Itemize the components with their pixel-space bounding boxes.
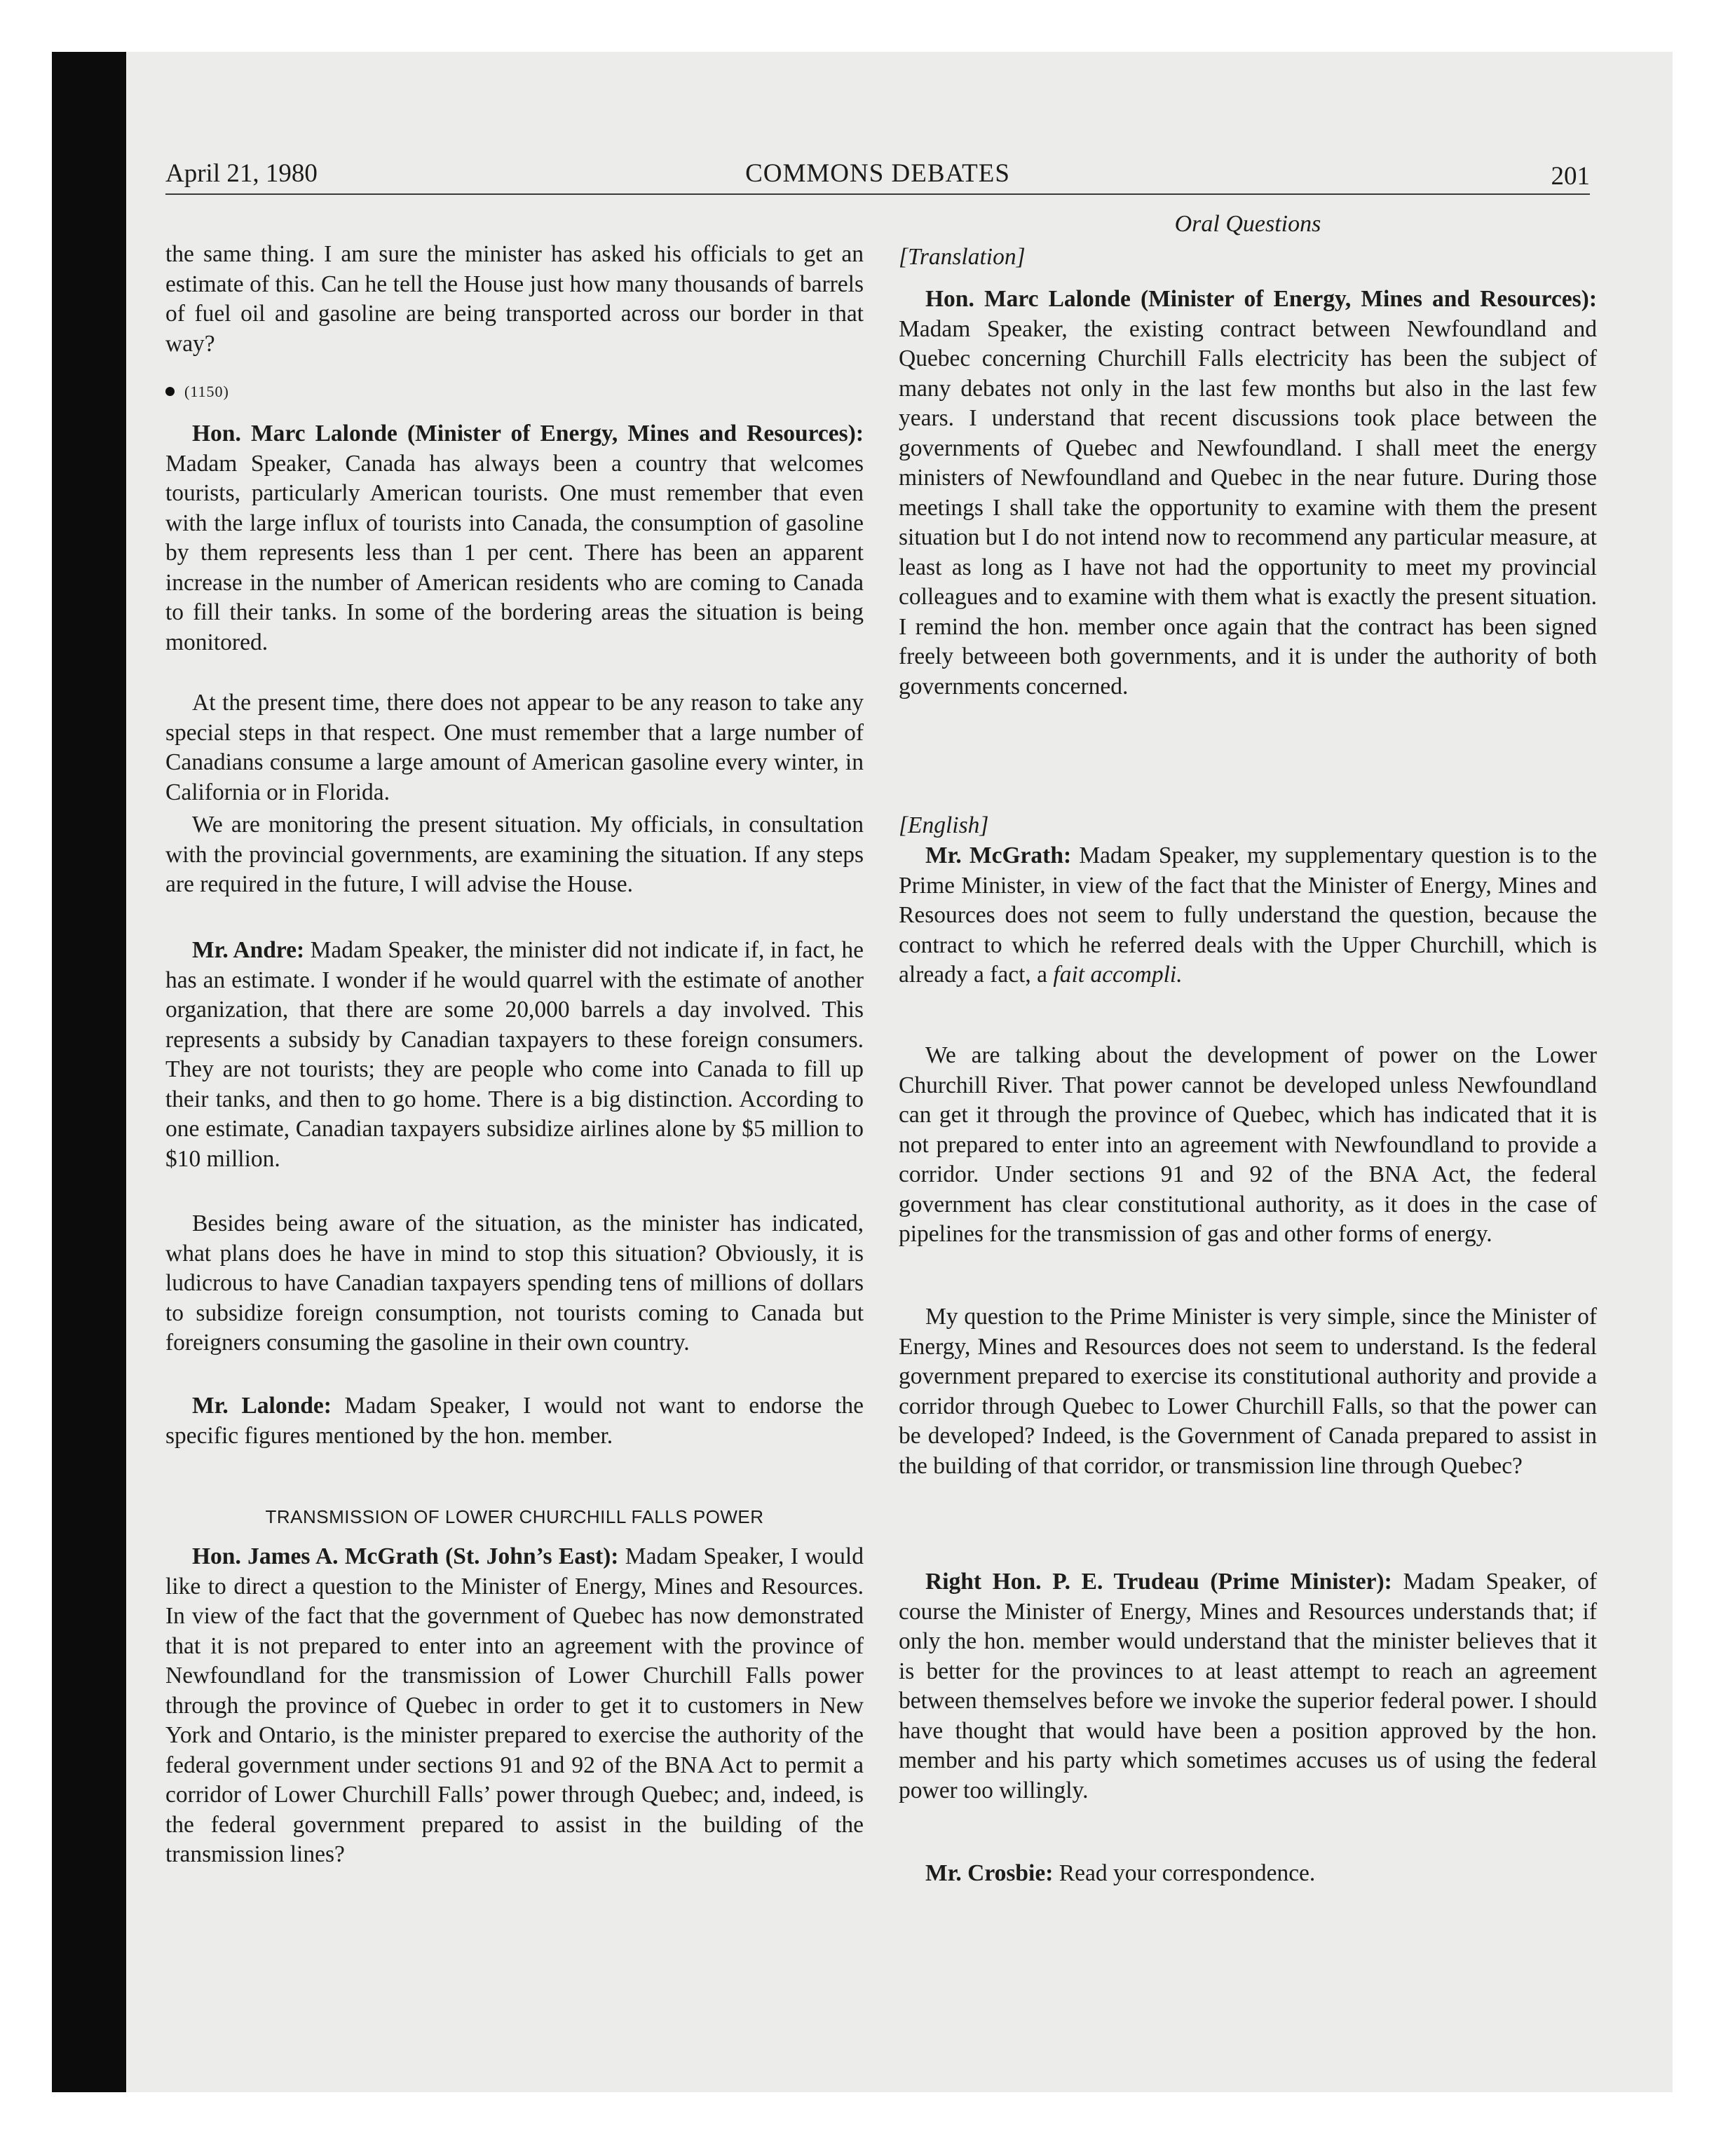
paragraph-text: At the present time, there does not appear to be any reason to take any special steps in that respect. One must remember that a large number of Canadians consume a large amount of American gasoline every winter, in California or in Florida. — [165, 690, 864, 805]
paragraph-text: Madam Speaker, Canada has always been a country that welcomes tourists, particularly American tourists. One must remember that even with the large influx of tourists into Canada, the consumption of gasoline by them represents less than 1 per cent. There has been an apparent increase in the number of American residents who are coming to Canada to fill their tanks. In some of the bordering areas the situation is being monitored. — [165, 450, 864, 655]
header-title: COMMONS DEBATES — [745, 159, 1010, 188]
paragraph — [165, 688, 864, 807]
section-heading: TRANSMISSION OF LOWER CHURCHILL FALLS POWER — [265, 1506, 764, 1527]
bullet-icon — [165, 387, 175, 396]
english-note: [English] — [899, 812, 989, 838]
speaker-name: Hon. Marc Lalonde (Minister of Energy, Mines and Resources): — [192, 421, 864, 446]
paragraph — [899, 1567, 1597, 1806]
speaker-name: Mr. Andre: — [192, 937, 305, 963]
paragraph-text: the same thing. I am sure the minister has asked his officials to get an estimate of this. Can he tell the House just how many thousands of barrels of fuel oil and gasoline are being transported across our border in that way? — [165, 241, 864, 357]
paragraph-text: We are monitoring the present situation. My officials, in consultation with the provincial governments, are examining the situation. If any steps are required in the future, I will advise the House. — [165, 812, 864, 897]
translation-note: [Translation] — [899, 244, 1026, 270]
section-header: Oral Questions — [1174, 211, 1321, 237]
time-marker — [165, 375, 864, 407]
speaker-name: Hon. Marc Lalonde (Minister of Energy, Mines and Resources): — [925, 286, 1597, 312]
paragraph — [165, 1391, 864, 1451]
paragraph-text: Madam Speaker, I would like to direct a question to the Minister of Energy, Mines and Resources. In view of the fact that the government of Quebec has now demonstrated that it is not prepared to enter into an agreement with the province of Newfoundland for the transmission of Lower Churchill Falls power through the province of Quebec in order to get it to customers in New York and Ontario, is the minister prepared to exercise the authority of the federal government under sections 91 and 92 of the BNA Act to permit a corridor of Lower Churchill Falls’ power through Quebec; and, indeed, is the federal government prepared to assist in the building of the transmission lines? — [165, 1543, 864, 1867]
paragraph — [899, 285, 1597, 702]
paragraph — [899, 1302, 1597, 1481]
paragraph-text: My question to the Prime Minister is very simple, since the Minister of Energy, Mines and Resources does not seem to understand. Is the federal government prepared to exercise its constitutional authority and provide a corridor through Quebec to Lower Churchill Falls, so that the power can be developed? Indeed, is the Government of Canada prepared to assist in the building of that corridor, or transmission line through Quebec? — [899, 1304, 1597, 1479]
paragraph — [165, 936, 864, 1174]
paragraph-text: We are talking about the development of power on the Lower Churchill River. That power cannot be developed unless Newfoundland can get it through the province of Quebec, which has indicated that it is not prepared to enter into an agreement with Newfoundland to provide a corridor. Under sections 91 and 92 of the BNA Act, the federal government has clear constitutional authority, as it does in the case of pipelines for the transmission of gas and other forms of energy. — [899, 1042, 1597, 1247]
scan-binding-edge — [52, 52, 126, 2092]
speaker-name: Mr. Crosbie: — [925, 1860, 1054, 1886]
paragraph-text: Besides being aware of the situation, as the minister has indicated, what plans does he have in mind to stop this situation? Obviously, it is ludicrous to have Canadian taxpayers spending tens of millions of dollars to subsidize foreign consumption, not tourists coming to Canada but foreigners consuming the gasoline in their own country. — [165, 1210, 864, 1356]
page-number: 201 — [1551, 162, 1590, 191]
paragraph — [899, 1859, 1597, 1889]
time-marker-text: (1150) — [184, 383, 229, 400]
paragraph-text: Madam Speaker, my supplementary question is to the Prime Minister, in view of the fact that the Minister of Energy, Mines and Resources does not seem to fully understand the question, because the contract to which he referred deals with the Upper Churchill, which is already a fact, a — [899, 842, 1597, 988]
paragraph — [165, 419, 864, 657]
running-header — [165, 154, 1590, 195]
paragraph-text: Read your correspondence. — [1053, 1860, 1316, 1886]
speaker-name: Hon. James A. McGrath (St. John’s East): — [192, 1543, 619, 1569]
paragraph — [165, 810, 864, 900]
paragraph — [165, 1209, 864, 1358]
paragraph-text: Madam Speaker, the existing contract between Newfoundland and Quebec concerning Churchill Falls electricity has been the subject of many debates not only in the last few months but also in the last few years. I understand that recent discussions took place between the governments of Quebec and Newfoundland. I shall meet the energy ministers of Newfoundland and Quebec in the near future. During those meetings I shall take the opportunity to examine with them the present situation but I do not intend now to recommend any particular measure, at least as long as I have not had the opportunity to meet my provincial colleagues and to examine with them what is exactly the present situation. I remind the hon. member once again that the contract has been signed freely betweeen both governments, and it is under the authority of both governments concerned. — [899, 315, 1597, 700]
speaker-name: Mr. McGrath: — [925, 842, 1072, 868]
paragraph-text: Madam Speaker, of course the Minister of Energy, Mines and Resources understands that; if only the hon. member would understand that the minister believes that it is better for the provinces to at least attempt to reach an agreement between themselves before we invoke the superior federal power. I should have thought that would have been a position approved by the hon. member and his party which sometimes accuses us of using the federal power too willingly. — [899, 1569, 1597, 1803]
paragraph — [899, 1041, 1597, 1250]
italic-phrase: fait accompli. — [1053, 962, 1183, 988]
paragraph — [165, 1542, 864, 1870]
speaker-name: Mr. Lalonde: — [192, 1393, 332, 1419]
speaker-name: Right Hon. P. E. Trudeau (Prime Minister): — [925, 1569, 1392, 1595]
header-date: April 21, 1980 — [165, 159, 318, 188]
paragraph-text: Madam Speaker, I would not want to endorse the specific figures mentioned by the hon. member. — [165, 1393, 864, 1449]
paragraph — [165, 240, 864, 359]
paragraph — [899, 841, 1597, 990]
paragraph-text: Madam Speaker, the minister did not indicate if, in fact, he has an estimate. I wonder if he would quarrel with the estimate of another organization, that there are some 20,000 barrels a day involved. This represents a subsidy by Canadian taxpayers to these foreign consumers. They are not tourists; they are people who come into Canada to fill up their tanks, and then to go home. There is a big distinction. According to one estimate, Canadian taxpayers subsidize airlines alone by $5 million to $10 million. — [165, 937, 864, 1172]
